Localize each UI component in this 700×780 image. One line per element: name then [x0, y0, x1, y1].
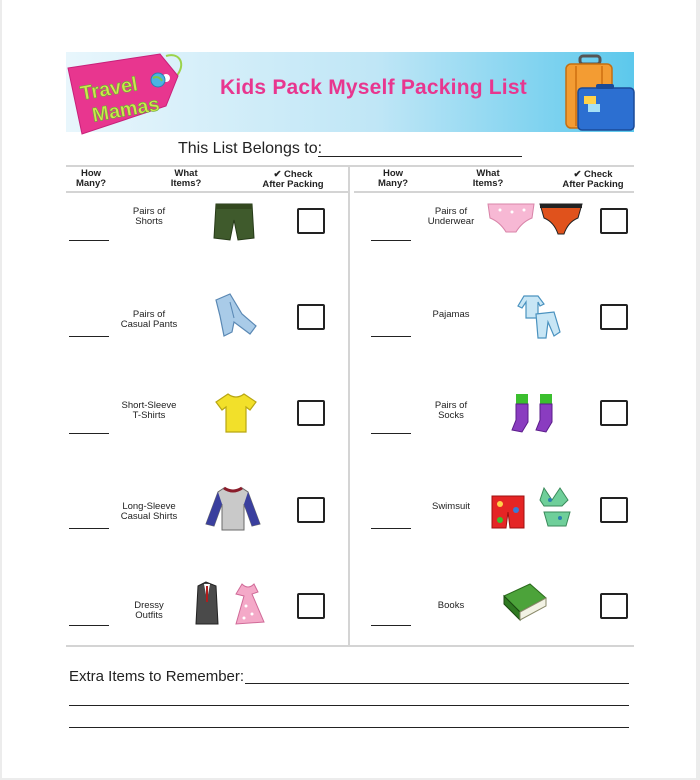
pack-checkbox[interactable]: [600, 497, 628, 523]
book-icon: [500, 580, 550, 624]
item-label: Swimsuit: [431, 501, 470, 512]
right-header-check: ✔ Check After Packing: [562, 169, 624, 190]
extra-items-field[interactable]: [69, 727, 629, 728]
item-label: Pairs of Shorts: [132, 206, 166, 227]
pajamas-icon: [514, 292, 564, 340]
pack-checkbox[interactable]: [297, 497, 325, 523]
item-label: Books: [437, 600, 465, 611]
left-header-how-many: How Many?: [75, 168, 107, 189]
item-label: Pajamas: [432, 309, 470, 320]
belongs-to-field[interactable]: [318, 156, 522, 157]
tshirt-icon: [214, 392, 258, 434]
pack-checkbox[interactable]: [297, 400, 325, 426]
table-top-rule: [66, 165, 634, 167]
item-label: Long-Sleeve Casual Shirts: [120, 501, 178, 522]
underwear-icon: [486, 198, 584, 238]
jeans-icon: [212, 292, 260, 340]
item-label: Dressy Outfits: [134, 600, 164, 621]
shorts-icon: [212, 202, 256, 242]
quantity-field[interactable]: [69, 433, 109, 434]
page-title: Kids Pack Myself Packing List: [220, 76, 527, 99]
item-label: Pairs of Casual Pants: [120, 309, 178, 330]
right-header-what-items: What Items?: [472, 168, 504, 189]
left-header-rule: [66, 191, 348, 193]
item-label: Short-Sleeve T-Shirts: [121, 400, 177, 421]
luggage-icon: [562, 52, 636, 134]
extra-items-field[interactable]: [69, 705, 629, 706]
item-label: Pairs of Socks: [434, 400, 468, 421]
logo-text-travel: Travel: [78, 73, 140, 106]
quantity-field[interactable]: [371, 433, 411, 434]
left-header-check: ✔ Check After Packing: [262, 169, 324, 190]
pack-checkbox[interactable]: [600, 304, 628, 330]
swimsuit-icon: [488, 486, 578, 534]
suit-and-dress-icon: [192, 580, 270, 628]
column-divider: [348, 166, 350, 646]
right-header-rule: [354, 191, 634, 193]
belongs-to-label: This List Belongs to:: [178, 140, 323, 157]
right-header-how-many: How Many?: [377, 168, 409, 189]
quantity-field[interactable]: [371, 240, 411, 241]
pack-checkbox[interactable]: [600, 400, 628, 426]
quantity-field[interactable]: [371, 625, 411, 626]
quantity-field[interactable]: [69, 625, 109, 626]
pack-checkbox[interactable]: [600, 208, 628, 234]
extra-items-label: Extra Items to Remember:: [69, 668, 245, 685]
extra-items-field[interactable]: [245, 683, 629, 684]
pack-checkbox[interactable]: [600, 593, 628, 619]
travel-mamas-logo: [66, 48, 188, 138]
logo-text-mamas: Mamas: [90, 93, 162, 127]
quantity-field[interactable]: [371, 528, 411, 529]
longsleeve-shirt-icon: [204, 486, 262, 532]
item-label: Pairs of Underwear: [427, 206, 475, 227]
table-bottom-rule: [66, 645, 634, 647]
pack-checkbox[interactable]: [297, 304, 325, 330]
left-header-what-items: What Items?: [170, 168, 202, 189]
socks-icon: [510, 392, 560, 436]
quantity-field[interactable]: [69, 528, 109, 529]
quantity-field[interactable]: [371, 336, 411, 337]
pack-checkbox[interactable]: [297, 208, 325, 234]
quantity-field[interactable]: [69, 240, 109, 241]
pack-checkbox[interactable]: [297, 593, 325, 619]
quantity-field[interactable]: [69, 336, 109, 337]
